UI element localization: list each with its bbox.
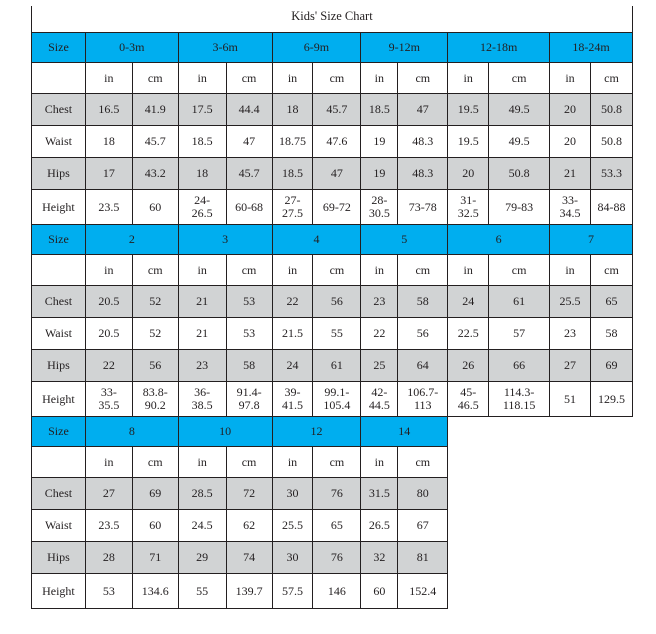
value-cell: 67 bbox=[398, 510, 448, 542]
value-cell: 51 bbox=[550, 382, 591, 417]
value-cell: 81 bbox=[398, 542, 448, 574]
value-cell: 49.5 bbox=[489, 126, 550, 158]
unit-cell: in bbox=[85, 255, 132, 286]
value-cell: 55 bbox=[313, 318, 361, 350]
value-cell: 50.8 bbox=[590, 126, 632, 158]
unit-cell: in bbox=[85, 63, 132, 94]
value-cell: 55 bbox=[178, 574, 226, 609]
unit-cell: cm bbox=[132, 63, 178, 94]
value-cell: 83.8- 90.2 bbox=[132, 382, 178, 417]
value-cell: 60 bbox=[361, 574, 398, 609]
value-cell: 64 bbox=[398, 350, 448, 382]
value-cell: 27 bbox=[550, 350, 591, 382]
unit-row bbox=[32, 63, 633, 94]
size-label: Size bbox=[32, 33, 86, 63]
value-cell: 29 bbox=[178, 542, 226, 574]
value-cell: 76 bbox=[313, 478, 361, 510]
value-cell: 152.4 bbox=[398, 574, 448, 609]
value-cell: 24.5 bbox=[178, 510, 226, 542]
value-cell: 18.5 bbox=[361, 94, 398, 126]
value-cell: 58 bbox=[226, 350, 272, 382]
value-cell: 22 bbox=[272, 286, 313, 318]
unit-cell: cm bbox=[398, 255, 448, 286]
measure-label: Hips bbox=[32, 158, 86, 190]
size-header-cell: 18-24m bbox=[550, 33, 633, 63]
value-cell: 33- 34.5 bbox=[550, 190, 591, 225]
value-cell: 53.3 bbox=[590, 158, 632, 190]
value-cell: 18 bbox=[178, 158, 226, 190]
unit-cell: in bbox=[448, 255, 489, 286]
measure-row bbox=[32, 318, 633, 350]
value-cell: 57 bbox=[489, 318, 550, 350]
value-cell: 27- 27.5 bbox=[272, 190, 313, 225]
value-cell: 61 bbox=[313, 350, 361, 382]
value-cell: 20 bbox=[448, 158, 489, 190]
value-cell: 20.5 bbox=[85, 286, 132, 318]
unit-cell: cm bbox=[132, 447, 178, 478]
unit-cell: cm bbox=[226, 447, 272, 478]
value-cell: 134.6 bbox=[132, 574, 178, 609]
value-cell: 74 bbox=[226, 542, 272, 574]
measure-row bbox=[32, 190, 633, 225]
value-cell: 19.5 bbox=[448, 126, 489, 158]
value-cell: 26.5 bbox=[361, 510, 398, 542]
size-header-row bbox=[32, 225, 633, 255]
value-cell: 129.5 bbox=[590, 382, 632, 417]
measure-row bbox=[32, 94, 633, 126]
value-cell: 23 bbox=[361, 286, 398, 318]
size-header-cell: 9-12m bbox=[361, 33, 448, 63]
unit-cell: cm bbox=[313, 63, 361, 94]
value-cell: 45- 46.5 bbox=[448, 382, 489, 417]
value-cell: 84-88 bbox=[590, 190, 632, 225]
unit-cell: cm bbox=[590, 63, 632, 94]
value-cell: 28 bbox=[85, 542, 132, 574]
value-cell: 50.8 bbox=[489, 158, 550, 190]
measure-label: Waist bbox=[32, 126, 86, 158]
measure-label: Waist bbox=[32, 318, 86, 350]
unit-cell: in bbox=[550, 255, 591, 286]
value-cell: 60 bbox=[132, 190, 178, 225]
value-cell: 146 bbox=[313, 574, 361, 609]
size-header-cell: 0-3m bbox=[85, 33, 178, 63]
value-cell: 66 bbox=[489, 350, 550, 382]
size-header-row bbox=[32, 33, 633, 63]
measure-row bbox=[32, 382, 633, 417]
value-cell: 30 bbox=[272, 542, 313, 574]
value-cell: 62 bbox=[226, 510, 272, 542]
unit-cell: cm bbox=[489, 63, 550, 94]
value-cell: 24 bbox=[272, 350, 313, 382]
value-cell: 58 bbox=[590, 318, 632, 350]
value-cell: 27 bbox=[85, 478, 132, 510]
value-cell: 17.5 bbox=[178, 94, 226, 126]
empty-cell bbox=[448, 510, 633, 542]
size-header-row bbox=[32, 417, 633, 447]
unit-cell: in bbox=[272, 63, 313, 94]
size-header-cell: 8 bbox=[85, 417, 178, 447]
measure-label: Chest bbox=[32, 478, 86, 510]
value-cell: 25 bbox=[361, 350, 398, 382]
value-cell: 114.3- 118.15 bbox=[489, 382, 550, 417]
measure-row bbox=[32, 158, 633, 190]
value-cell: 18 bbox=[272, 94, 313, 126]
value-cell: 65 bbox=[313, 510, 361, 542]
value-cell: 61 bbox=[489, 286, 550, 318]
value-cell: 20 bbox=[550, 94, 591, 126]
value-cell: 60 bbox=[132, 510, 178, 542]
size-label: Size bbox=[32, 225, 86, 255]
size-header-cell: 2 bbox=[85, 225, 178, 255]
empty-cell bbox=[448, 447, 633, 478]
value-cell: 60-68 bbox=[226, 190, 272, 225]
value-cell: 25.5 bbox=[272, 510, 313, 542]
value-cell: 48.3 bbox=[398, 158, 448, 190]
value-cell: 58 bbox=[398, 286, 448, 318]
value-cell: 71 bbox=[132, 542, 178, 574]
chart-title: Kids' Size Chart bbox=[291, 9, 373, 23]
measure-label: Height bbox=[32, 190, 86, 225]
value-cell: 106.7- 113 bbox=[398, 382, 448, 417]
value-cell: 69-72 bbox=[313, 190, 361, 225]
unit-cell: in bbox=[361, 447, 398, 478]
value-cell: 32 bbox=[361, 542, 398, 574]
value-cell: 21 bbox=[178, 318, 226, 350]
unit-cell: in bbox=[272, 255, 313, 286]
value-cell: 20.5 bbox=[85, 318, 132, 350]
measure-label: Waist bbox=[32, 510, 86, 542]
value-cell: 47 bbox=[313, 158, 361, 190]
value-cell: 48.3 bbox=[398, 126, 448, 158]
value-cell: 47 bbox=[226, 126, 272, 158]
value-cell: 52 bbox=[132, 318, 178, 350]
unit-cell: cm bbox=[489, 255, 550, 286]
unit-cell: in bbox=[178, 63, 226, 94]
unit-cell: cm bbox=[313, 447, 361, 478]
value-cell: 45.7 bbox=[226, 158, 272, 190]
value-cell: 69 bbox=[132, 478, 178, 510]
measure-row bbox=[32, 542, 633, 574]
value-cell: 45.7 bbox=[313, 94, 361, 126]
value-cell: 69 bbox=[590, 350, 632, 382]
value-cell: 19 bbox=[361, 158, 398, 190]
unit-cell: in bbox=[178, 447, 226, 478]
size-header-cell: 5 bbox=[361, 225, 448, 255]
empty-cell bbox=[448, 574, 633, 609]
measure-label: Height bbox=[32, 574, 86, 609]
size-header-cell: 7 bbox=[550, 225, 633, 255]
value-cell: 19 bbox=[361, 126, 398, 158]
value-cell: 39- 41.5 bbox=[272, 382, 313, 417]
value-cell: 23.5 bbox=[85, 510, 132, 542]
unit-row-label bbox=[32, 447, 86, 478]
value-cell: 45.7 bbox=[132, 126, 178, 158]
unit-cell: in bbox=[448, 63, 489, 94]
value-cell: 31.5 bbox=[361, 478, 398, 510]
unit-cell: in bbox=[361, 63, 398, 94]
value-cell: 24- 26.5 bbox=[178, 190, 226, 225]
unit-cell: cm bbox=[226, 255, 272, 286]
size-chart bbox=[31, 6, 633, 626]
value-cell: 53 bbox=[226, 286, 272, 318]
value-cell: 43.2 bbox=[132, 158, 178, 190]
value-cell: 22 bbox=[85, 350, 132, 382]
value-cell: 23.5 bbox=[85, 190, 132, 225]
value-cell: 49.5 bbox=[489, 94, 550, 126]
value-cell: 65 bbox=[590, 286, 632, 318]
value-cell: 31- 32.5 bbox=[448, 190, 489, 225]
value-cell: 36- 38.5 bbox=[178, 382, 226, 417]
size-header-cell: 3 bbox=[178, 225, 272, 255]
empty-cell bbox=[448, 542, 633, 574]
value-cell: 17 bbox=[85, 158, 132, 190]
measure-label: Chest bbox=[32, 286, 86, 318]
measure-row bbox=[32, 478, 633, 510]
value-cell: 56 bbox=[398, 318, 448, 350]
value-cell: 18 bbox=[85, 126, 132, 158]
value-cell: 76 bbox=[313, 542, 361, 574]
measure-label: Hips bbox=[32, 350, 86, 382]
unit-cell: cm bbox=[226, 63, 272, 94]
empty-cell bbox=[448, 417, 633, 447]
unit-cell: cm bbox=[590, 255, 632, 286]
measure-row bbox=[32, 510, 633, 542]
size-header-cell: 14 bbox=[361, 417, 448, 447]
measure-row bbox=[32, 126, 633, 158]
value-cell: 24 bbox=[448, 286, 489, 318]
value-cell: 21 bbox=[550, 158, 591, 190]
value-cell: 22.5 bbox=[448, 318, 489, 350]
value-cell: 52 bbox=[132, 286, 178, 318]
unit-row bbox=[32, 447, 633, 478]
value-cell: 56 bbox=[313, 286, 361, 318]
value-cell: 18.75 bbox=[272, 126, 313, 158]
value-cell: 41.9 bbox=[132, 94, 178, 126]
value-cell: 33- 35.5 bbox=[85, 382, 132, 417]
value-cell: 53 bbox=[85, 574, 132, 609]
unit-cell: cm bbox=[398, 447, 448, 478]
empty-cell bbox=[448, 478, 633, 510]
value-cell: 73-78 bbox=[398, 190, 448, 225]
size-header-cell: 4 bbox=[272, 225, 361, 255]
unit-cell: cm bbox=[313, 255, 361, 286]
size-header-cell: 12-18m bbox=[448, 33, 550, 63]
unit-cell: in bbox=[178, 255, 226, 286]
unit-cell: in bbox=[272, 447, 313, 478]
measure-row bbox=[32, 574, 633, 609]
value-cell: 25.5 bbox=[550, 286, 591, 318]
value-cell: 26 bbox=[448, 350, 489, 382]
unit-row-label bbox=[32, 255, 86, 286]
value-cell: 21 bbox=[178, 286, 226, 318]
value-cell: 19.5 bbox=[448, 94, 489, 126]
measure-row bbox=[32, 286, 633, 318]
measure-row bbox=[32, 350, 633, 382]
value-cell: 23 bbox=[550, 318, 591, 350]
value-cell: 139.7 bbox=[226, 574, 272, 609]
measure-label: Height bbox=[32, 382, 86, 417]
value-cell: 44.4 bbox=[226, 94, 272, 126]
unit-cell: in bbox=[85, 447, 132, 478]
measure-label: Chest bbox=[32, 94, 86, 126]
unit-cell: cm bbox=[132, 255, 178, 286]
value-cell: 28.5 bbox=[178, 478, 226, 510]
value-cell: 22 bbox=[361, 318, 398, 350]
size-header-cell: 6 bbox=[448, 225, 550, 255]
value-cell: 21.5 bbox=[272, 318, 313, 350]
measure-label: Hips bbox=[32, 542, 86, 574]
value-cell: 20 bbox=[550, 126, 591, 158]
value-cell: 50.8 bbox=[590, 94, 632, 126]
value-cell: 56 bbox=[132, 350, 178, 382]
value-cell: 53 bbox=[226, 318, 272, 350]
value-cell: 42- 44.5 bbox=[361, 382, 398, 417]
unit-cell: in bbox=[361, 255, 398, 286]
size-header-cell: 3-6m bbox=[178, 33, 272, 63]
value-cell: 18.5 bbox=[272, 158, 313, 190]
value-cell: 16.5 bbox=[85, 94, 132, 126]
value-cell: 23 bbox=[178, 350, 226, 382]
size-table bbox=[31, 32, 633, 609]
value-cell: 47 bbox=[398, 94, 448, 126]
value-cell: 91.4- 97.8 bbox=[226, 382, 272, 417]
value-cell: 30 bbox=[272, 478, 313, 510]
size-label: Size bbox=[32, 417, 86, 447]
value-cell: 79-83 bbox=[489, 190, 550, 225]
unit-cell: cm bbox=[398, 63, 448, 94]
value-cell: 28- 30.5 bbox=[361, 190, 398, 225]
unit-row-label bbox=[32, 63, 86, 94]
value-cell: 57.5 bbox=[272, 574, 313, 609]
value-cell: 80 bbox=[398, 478, 448, 510]
unit-cell: in bbox=[550, 63, 591, 94]
value-cell: 99.1- 105.4 bbox=[313, 382, 361, 417]
unit-row bbox=[32, 255, 633, 286]
value-cell: 47.6 bbox=[313, 126, 361, 158]
value-cell: 72 bbox=[226, 478, 272, 510]
size-header-cell: 12 bbox=[272, 417, 361, 447]
size-header-cell: 10 bbox=[178, 417, 272, 447]
size-header-cell: 6-9m bbox=[272, 33, 361, 63]
value-cell: 18.5 bbox=[178, 126, 226, 158]
